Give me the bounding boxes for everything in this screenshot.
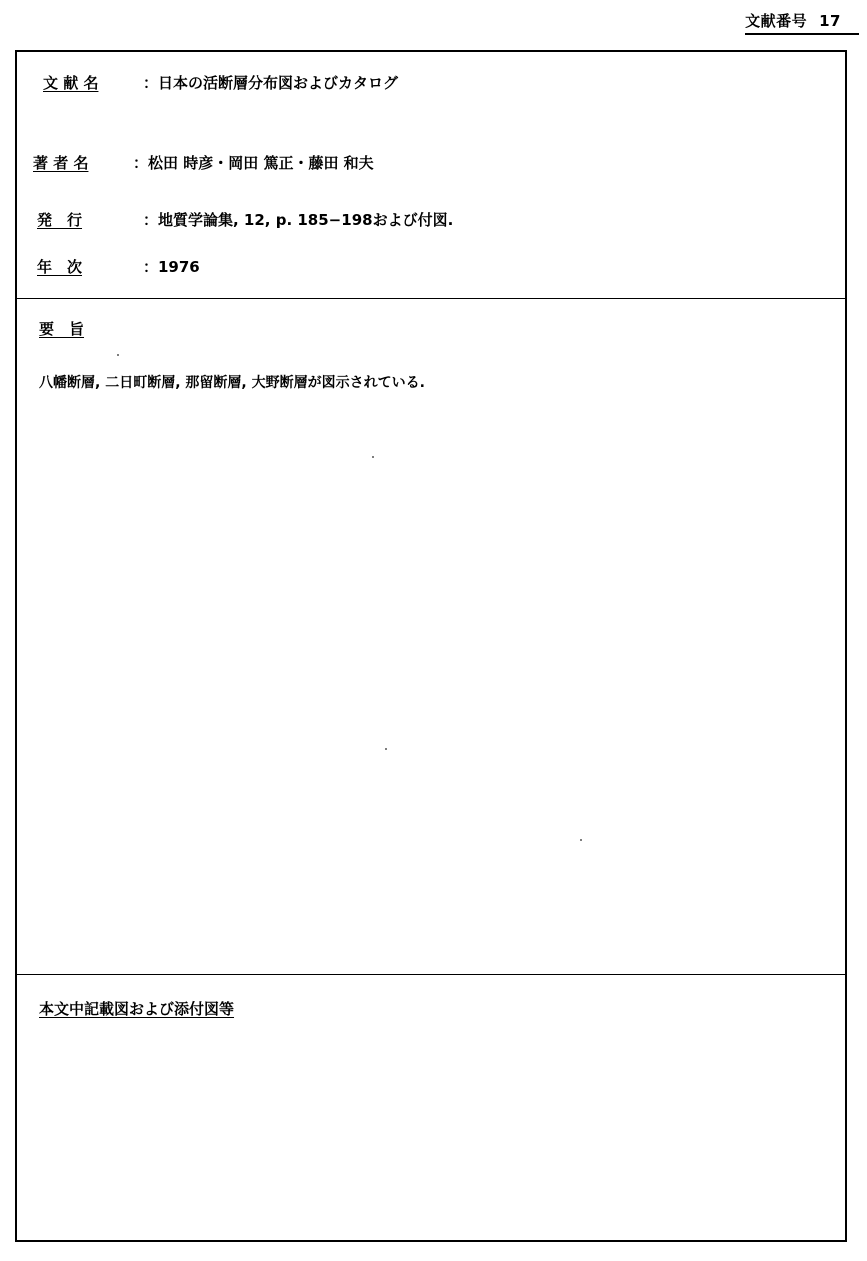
figures-section (17, 974, 845, 1240)
authors-value: ：松田 時彦・岡田 篤正・藤田 和夫 (133, 154, 374, 172)
scan-speck (580, 839, 582, 841)
summary-text: 八幡断層, 二日町断層, 那留断層, 大野断層が図示されている. (39, 375, 425, 391)
document-number-label: 文献番号 (745, 12, 808, 30)
year-row (17, 256, 845, 276)
year-label: 年 次 (37, 258, 83, 276)
authors-label: 著 者 名 (33, 154, 89, 172)
summary-heading: 要 旨 (39, 320, 85, 338)
title-value: ：日本の活断層分布図およびカタログ (143, 74, 399, 92)
record-frame (15, 50, 847, 1242)
publication-label: 発 行 (37, 211, 83, 229)
scan-speck (117, 354, 119, 356)
scan-speck (372, 456, 374, 458)
publication-value: ：地質学論集, 12, p. 185−198および付図. (143, 211, 454, 229)
publication-row (17, 209, 845, 229)
bibliography-section (17, 52, 845, 299)
document-number (745, 10, 859, 35)
title-row (17, 72, 845, 92)
summary-section (17, 298, 845, 975)
authors-row (17, 152, 845, 172)
figures-heading: 本文中記載図および添付図等 (39, 1000, 235, 1018)
document-number-value: 17 (819, 12, 841, 30)
year-value: ：1976 (143, 258, 200, 276)
title-label: 文 献 名 (43, 74, 99, 92)
scan-speck (385, 748, 387, 750)
